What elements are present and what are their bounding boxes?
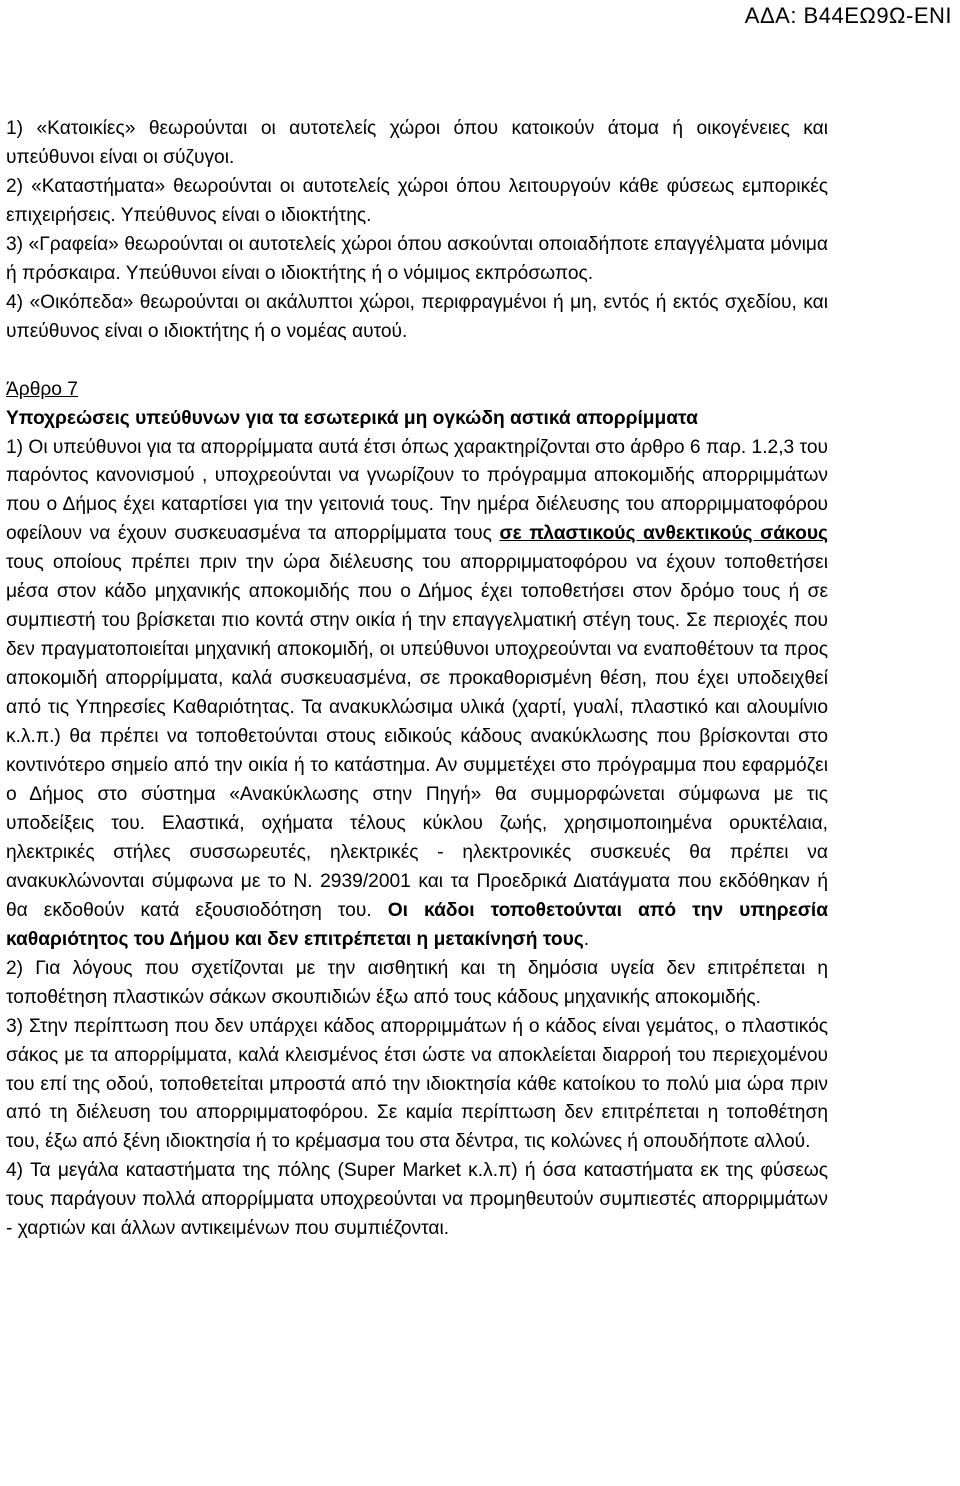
article-paragraph-4: 4) Τα μεγάλα καταστήματα της πόλης (Super Market κ.λ.π) ή όσα καταστήματα εκ της φύσεως τους παράγουν πολλά απορρίμματα υποχρεούνται να προμηθευτούν συμπιεστές απορριμμάτων - χαρτιών και άλλων αντικειμένων που συμπιέζονται. <box>6 1160 828 1240</box>
paragraph-1-end: . <box>583 928 590 950</box>
definition-item-2: 2) «Καταστήματα» θεωρούνται οι αυτοτελείς χώροι όπου λειτουργούν κάθε φύσεως εμπορικές επιχειρήσεις. Υπεύθυνος είναι ο ιδιοκτήτης. <box>6 175 828 226</box>
article-paragraph-2: 2) Για λόγους που σχετίζονται με την αισθητική και τη δημόσια υγεία δεν επιτρέπεται η τοποθέτηση πλαστικών σάκων σκουπιδιών έξω από τους κάδους μηχανικής αποκομιδής. <box>6 957 828 1008</box>
article-number: Άρθρο 7 <box>6 378 78 400</box>
paragraph-1-bold-plastic-bags: σε πλαστικούς ανθεκτικούς σάκους <box>499 523 828 545</box>
article-title: Υποχρεώσεις υπεύθυνων για τα εσωτερικά μη ογκώδη αστικά απορρίμματα <box>6 407 698 429</box>
article-heading <box>6 376 828 405</box>
article-paragraph-1 <box>6 434 828 955</box>
definition-item-4: 4) «Οικόπεδα» θεωρούνται οι ακάλυπτοι χώροι, περιφραγμένοι ή μη, εντός ή εκτός σχεδίου, και υπεύθυνος είναι ο ιδιοκτήτης ή ο νομέας αυτού. <box>6 291 828 342</box>
paragraph-1-bold-bins: Οι κάδοι τοποθετούνται από την υπηρεσία καθαριότητος του Δήμου και δεν επιτρέπεται η μετακίνησή τους <box>6 899 828 950</box>
article-paragraph-3: 3) Στην περίπτωση που δεν υπάρχει κάδος απορριμμάτων ή ο κάδος είναι γεμάτος, ο πλαστικός σάκος με τα απορρίμματα, καλά κλεισμένος έτσι ώστε να αποκλείεται διαρροή του περιεχομένου του επί της οδού, τοποθετείται μπροστά από την ιδιοκτησία κάθε κατοίκου το πολύ μια ώρα πριν από τη διέλευση του απορριμματοφόρου. Σε καμία περίπτωση δεν επιτρέπεται η τοποθέτηση του, έξω από ξένη ιδιοκτησία ή το κρέμασμα του στα δέντρα, τις κολώνες ή οπουδήποτε αλλού. <box>6 1015 828 1153</box>
definition-item-1: 1) «Κατοικίες» θεωρούνται οι αυτοτελείς χώροι όπου κατοικούν άτομα ή οικογένειες και υπεύθυνοι είναι οι σύζυγοι. <box>6 118 828 168</box>
paragraph-1-text-b: τους οποίους πρέπει πριν την ώρα διέλευσης του απορριμματοφόρου να έχουν τοποθετήσει μέσα στον κάδο μηχανικής αποκομιδής που ο Δήμος έχει τοποθετήσει στον δρόμο τους ή σε συμπιεστή του βρίσκεται πιο κοντά στην οικία ή την επαγγελματική στέγη τους. Σε περιοχές που δεν πραγματοποιείται μηχανική αποκομιδή, οι υπεύθυνοι υποχρεούνται να εναποθέτουν τα προς αποκομιδή απορρίμματα, καλά συσκευασμένα, σε προκαθορισμένη θέση, που έχει υποδειχθεί από τις Υπηρεσίες Καθαριότητας. Τα ανακυκλώσιμα υλικά (χαρτί, γυαλί, πλαστικό και αλουμίνιο κ.λ.π.) θα πρέπει να τοποθετούνται στους ειδικούς κάδους ανακύκλωσης που βρίσκονται στο κοντινότερο σημείο από την οικία ή το κατάστημα. Αν συμμετέχει στο πρόγραμμα που εφαρμόζει ο Δήμος στο σύστημα «Ανακύκλωσης στην Πηγή» θα συμμορφώνεται σύμφωνα με τις υποδείξεις του. Ελαστικά, οχήματα τέλους κύκλου ζωής, χρησιμοποιημένα ορυκτέλαια, ηλεκτρικές στήλες συσσωρευτές, ηλεκτρικές - ηλεκτρονικές συσκευές θα πρέπει να ανακυκλώνονται σύμφωνα με το Ν. 2939/2001 και τα Προεδρικά Διατάγματα που εκδόθηκαν ή θα εκδοθούν κατά εξουσιοδότηση του. <box>6 552 828 921</box>
paragraph-1-text-a: 1) Οι υπεύθυνοι για τα απορρίμματα αυτά έτσι όπως χαρακτηρίζονται στο άρθρο 6 παρ. 1.2,3 του παρόντος κανονισμού , υποχρεούνται να γνωρίζουν το πρόγραμμα αποκομιδής απορριμμάτων που ο Δήμος έχει καταρτίσει για την γειτονιά τους. Την ημέρα διέλευσης του απορριμματοφόρου οφείλουν να έχουν συσκευασμένα τα απορρίμματα τους <box>6 436 828 545</box>
definition-item-3: 3) «Γραφεία» θεωρούνται οι αυτοτελείς χώροι όπου ασκούνται οποιαδήποτε επαγγέλματα μόνιμα ή πρόσκαιρα. Υπεύθυνοι είναι ο ιδιοκτήτης ή ο νόμιμος εκπρόσωπος. <box>6 233 828 284</box>
ada-identifier: ΑΔΑ: Β44ΕΩ9Ω-ΕΝΙ <box>744 3 952 28</box>
document-body <box>6 115 828 1244</box>
